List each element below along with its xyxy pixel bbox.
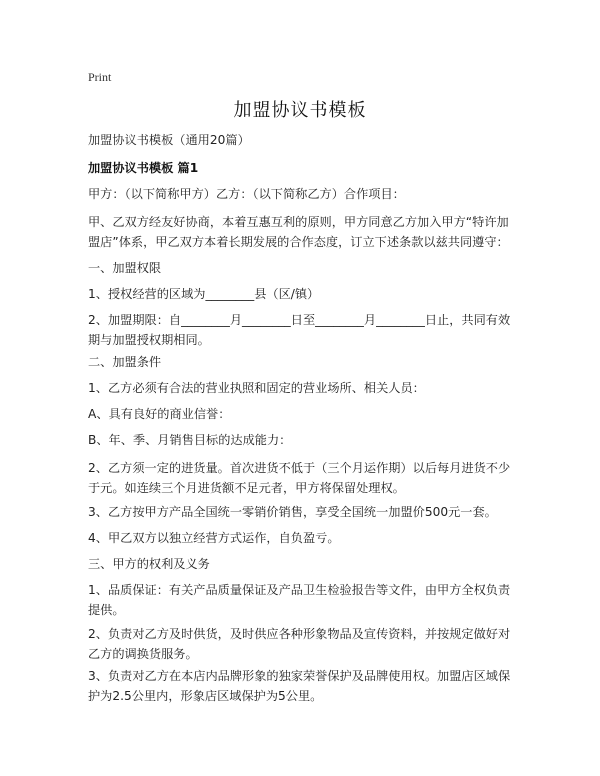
- heading-franchise-conditions: 二、加盟条件: [88, 355, 162, 369]
- paragraph-pricing: 3、乙方按甲方产品全国统一零销价销售，享受全国统一加盟价500元一套。: [88, 505, 497, 519]
- paragraph-purchase-volume: 2、乙方须一定的进货量。首次进货不低于（三个月运作期）以后每月进货不少于元。如连续三个月进货额不足元者，甲方将保留处理权。: [88, 461, 511, 495]
- paragraph-region: 1、授权经营的区域为________县（区/镇）: [88, 287, 320, 301]
- heading-franchise-rights: 一、加盟权限: [88, 261, 162, 275]
- paragraph-brand-protection: 3、负责对乙方在本店内品牌形象的独家荣誉保护及品牌使用权。加盟店区域保护为2.5公里内，形象店区域保护为5公里。: [88, 669, 511, 703]
- paragraph-reputation: A、具有良好的商业信誉：: [88, 407, 231, 421]
- print-label[interactable]: Print: [88, 70, 112, 84]
- paragraph-independent-operation: 4、甲乙双方以独立经营方式运作，自负盈亏。: [88, 531, 340, 545]
- document-title: 加盟协议书模板: [233, 100, 367, 121]
- paragraph-license: 1、乙方必须有合法的营业执照和固定的营业场所、相关人员：: [88, 381, 425, 395]
- section-title: 加盟协议书模板 篇1: [88, 161, 199, 175]
- paragraph-intro: 甲、乙双方经友好协商，本着互惠互利的原则，甲方同意乙方加入甲方“特许加盟店”体系，甲乙双方本着长期发展的合作态度，订立下述条款以兹共同遵守：: [88, 215, 509, 249]
- paragraph-parties: 甲方：（以下简称甲方）乙方：（以下简称乙方）合作项目：: [88, 187, 405, 201]
- document-subtitle: 加盟协议书模板（通用20篇）: [88, 133, 250, 147]
- paragraph-sales-target: B、年、季、月销售目标的达成能力：: [88, 433, 292, 447]
- heading-party-a-rights: 三、甲方的权利及义务: [88, 557, 210, 571]
- paragraph-quality: 1、品质保证：有关产品质量保证及产品卫生检验报告等文件，由甲方全权负责提供。: [88, 583, 511, 617]
- paragraph-term: 2、加盟期限：自________月________日至________月________日止，共同有效期与加盟授权期相同。: [88, 313, 511, 347]
- paragraph-supply: 2、负责对乙方及时供货，及时供应各种形象物品及宣传资料，并按规定做好对乙方的调换货服务。: [88, 627, 511, 661]
